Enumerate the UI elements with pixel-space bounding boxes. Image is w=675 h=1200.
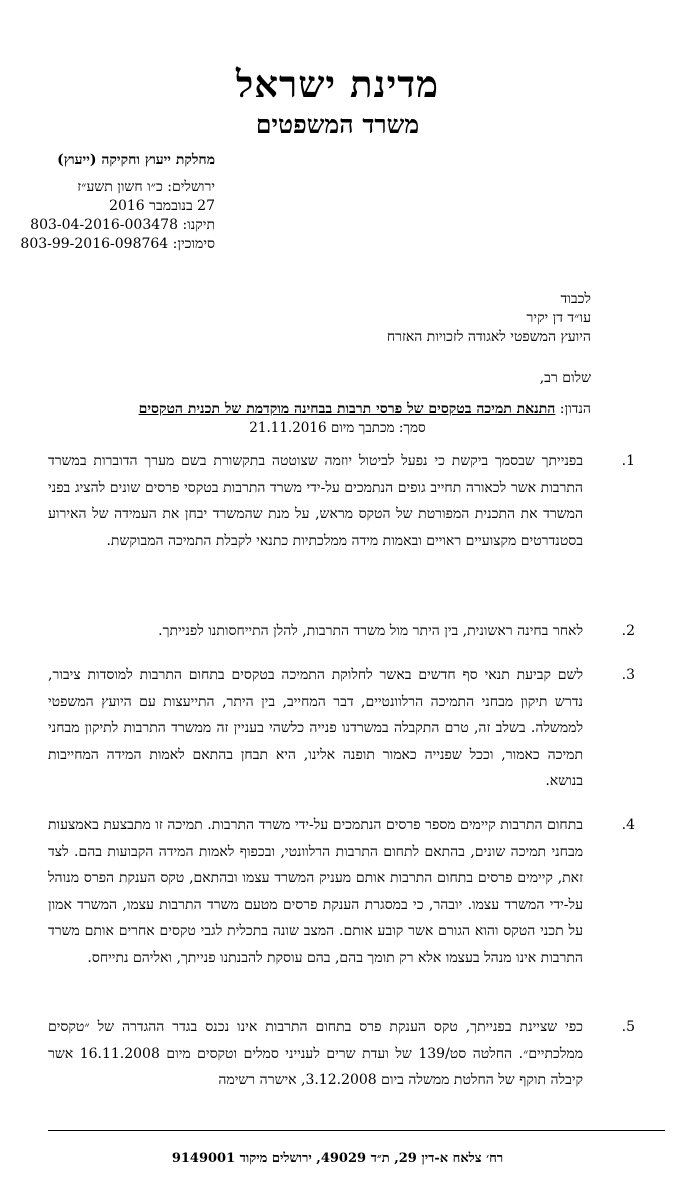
file-number: 803-04-2016-003478 bbox=[30, 217, 178, 233]
addressee-salutation: לכבוד bbox=[560, 291, 591, 307]
reference-number-row bbox=[20, 235, 215, 254]
file-number-row bbox=[20, 216, 215, 235]
paragraph-text: בתחום התרבות קיימים מספר פרסים הנתמכים על-ידי משרד התרבות. תמיכה זו מתבצעת באמצעות מבחני תמיכה שונים, בהתאם לתחום התרבות הרלוונטי, ובכפוף לאמות המידה הקבועות בהם. לצד זאת, קיימים פרסים בתחום התרבות אותם מעניק המשרד עצמו ובהתאם, טקס הענקת הפרס מנוהל על-ידי המשרד עצמו. יובהר, כי במסגרת הענקת פרסים מטעם משרד התרבות עצמו, המשרד אמון על תכני הטקס והוא הגורם אשר קובע אותם. המצב שונה בתכלית לגבי טקסים אחרים אותם משרד התרבות אינו מנהל בעצמו אלא רק תומך בהם, בהם עוסקת להבנתנו פנייתך, ואליהם נתייחס. bbox=[48, 817, 583, 966]
greeting: שלום רב, bbox=[539, 370, 591, 386]
paragraph-text: כפי שציינת בפנייתך, טקס הענקת פרס בתחום התרבות אינו נכנס בגדר ההגדרה של ״טקסים ממלכתיים״. החלטה סט/139 של ועדת שרים לענייני סמלים וטקסים מיום 16.11.2008 אשר קיבלה תוקף של החלטת ממשלה ביום 3.12.2008, אישרה רשימה bbox=[48, 1019, 583, 1088]
addressee-title: היועץ המשפטי לאגודה לזכויות האזרח bbox=[386, 329, 591, 345]
subject-text: התנאת תמיכה בטקסים של פרסי תרבות בבחינה מוקדמת של תכנית הטקסים bbox=[138, 401, 556, 417]
reference-number-label: סימוכין: bbox=[172, 236, 215, 252]
paragraph-number: 5. bbox=[621, 1019, 635, 1035]
paragraph bbox=[48, 812, 635, 971]
paragraph bbox=[48, 1014, 635, 1094]
addressee-name: עו״ד דן יקיר bbox=[526, 310, 591, 326]
footer-address: רח׳ צלאח א-דין 29, ת״ד 49029, ירושלים מיקוד 9149001 bbox=[171, 1151, 504, 1166]
paragraph bbox=[48, 618, 635, 645]
paragraph bbox=[48, 662, 635, 795]
paragraph-number: 3. bbox=[621, 667, 635, 683]
gregorian-date: 27 בנובמבר 2016 bbox=[109, 198, 215, 214]
paragraph-number: 1. bbox=[621, 453, 635, 469]
paragraph-number: 4. bbox=[621, 817, 635, 833]
paragraph-text: לשם קביעת תנאי סף חדשים באשר לחלוקת התמיכה בטקסים בתחום התרבות למוסדות ציבור, נדרש תיקון מבחני התמיכה הרלוונטיים, דבר המחייב, בין היתר, התייעצות עם היועץ המשפטי לממשלה. בשלב זה, טרם התקבלה במשרדנו פנייה כלשהי בעניין זה ממשרד התרבות לתיקון מבחני תמיכה כאמור, וככל שפנייה כאמור תופנה אלינו, היא תבחן בהתאם לאמות המידה המחייבות בנושא. bbox=[48, 667, 583, 789]
paragraph-number: 2. bbox=[621, 623, 635, 639]
subject-line bbox=[139, 401, 591, 418]
paragraph-text: בפנייתך שבסמך ביקשת כי נפעל לביטול יוזמה שצוטטה בתקשורת בשם מערך הדוברות במשרד התרבות אשר לכאורה תחייב גופים הנתמכים על-ידי משרד התרבות בטקסי פרסים שונים להציג בפני המשרד את התכנית המפורטת של הטקס מראש, על מנת שהמשרד יבחן את העמידה של האירוע בסטנדרטים מקצועיים ראויים ובאמות מידה ממלכתיות כתנאי לקבלת התמיכה המבוקשת. bbox=[48, 453, 583, 549]
letter-meta bbox=[20, 178, 215, 254]
letterhead-subtitle: משרד המשפטים bbox=[255, 110, 420, 139]
footer-divider bbox=[48, 1130, 665, 1131]
reference-line: סמך: מכתבך מיום 21.11.2016 bbox=[249, 420, 426, 436]
paragraph-text: לאחר בחינה ראשונית, בין היתר מול משרד התרבות, להלן התייחסותנו לפנייתך. bbox=[158, 623, 583, 639]
addressee-block bbox=[387, 290, 591, 347]
letterhead-title: מדינת ישראל bbox=[235, 62, 440, 106]
department-name: מחלקת ייעוץ וחקיקה (ייעוץ) bbox=[57, 152, 215, 168]
subject-label: הנדון: bbox=[559, 401, 591, 417]
reference-number: 803-99-2016-098764 bbox=[20, 236, 169, 252]
file-number-label: תיקנו: bbox=[182, 217, 215, 233]
hebrew-date: ירושלים: כ״ו חשון תשע״ז bbox=[77, 179, 215, 195]
paragraph bbox=[48, 448, 635, 554]
